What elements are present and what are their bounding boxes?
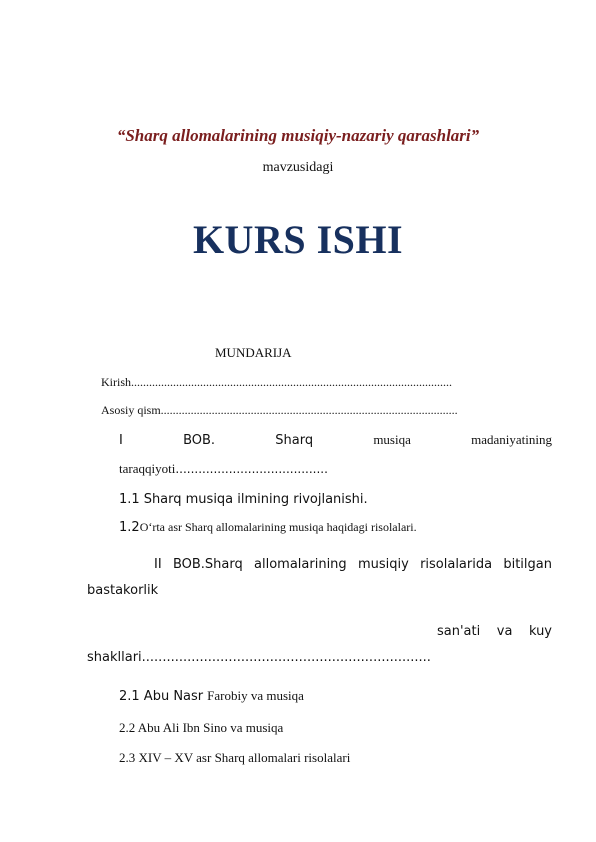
chapter-1-word: Sharq: [275, 433, 314, 448]
toc-chapter-1-line-2: [119, 460, 328, 478]
document-title: KURS ISHI: [192, 217, 404, 262]
toc-chapter-2-line-4: shakllari......................................................................: [87, 650, 431, 665]
chapter-1-word: I: [119, 433, 123, 448]
toc-chapter-2-line-1: [154, 557, 552, 572]
chapter-2-word: II: [154, 557, 162, 572]
toc-kirish: Kirish...........................................................................................................: [101, 375, 452, 389]
chapter-1-continuation: taraqqiyoti: [119, 461, 176, 476]
section-title-part: 2.1 Abu Nasr: [119, 689, 204, 704]
toc-section-2-1: [119, 687, 304, 705]
chapter-1-word: madaniyatining: [471, 432, 552, 447]
chapter-1-dots: ........................................: [175, 462, 328, 476]
document-subtitle: mavzusidagi: [262, 160, 334, 175]
section-number: 1.2: [119, 520, 140, 535]
toc-chapter-1-line-1: [119, 432, 552, 448]
chapter-2-word: san'ati: [437, 624, 481, 639]
chapter-2-word: allomalarining: [254, 557, 347, 572]
toc-chapter-2-line-3: [437, 624, 552, 639]
chapter-2-word: bitilgan: [503, 557, 552, 572]
chapter-2-word: risolalarida: [420, 557, 493, 572]
toc-section-2-2: 2.2 Abu Ali Ibn Sino va musiqa: [119, 720, 284, 735]
chapter-2-word: BOB.Sharq: [172, 557, 243, 572]
toc-section-2-3: 2.3 XIV – XV asr Sharq allomalari risolalari: [119, 750, 351, 765]
contents-heading: MUNDARIJA: [215, 345, 292, 360]
chapter-1-word: BOB.: [183, 433, 216, 448]
toc-section-1-2: [119, 518, 417, 536]
chapter-1-word: musiqa: [373, 432, 411, 447]
chapter-2-word: musiqiy: [357, 557, 409, 572]
section-number: 1.1: [119, 492, 140, 507]
toc-asosiy-qism: Asosiy qism...................................................................................................: [101, 403, 458, 417]
section-title: O‘rta asr Sharq allomalarining musiqa haqidagi risolalari.: [139, 520, 417, 534]
chapter-2-word: va: [496, 624, 513, 639]
section-title-part: Farobiy va musiqa: [207, 688, 304, 703]
toc-section-1-1: [119, 490, 368, 508]
chapter-2-word: kuy: [528, 624, 552, 639]
document-topic: “Sharq allomalarining musiqiy-nazariy qarashlari”: [116, 126, 480, 145]
section-title: Sharq musiqa ilmining rivojlanishi.: [143, 492, 368, 507]
toc-chapter-2-line-2: bastakorlik: [87, 583, 159, 598]
